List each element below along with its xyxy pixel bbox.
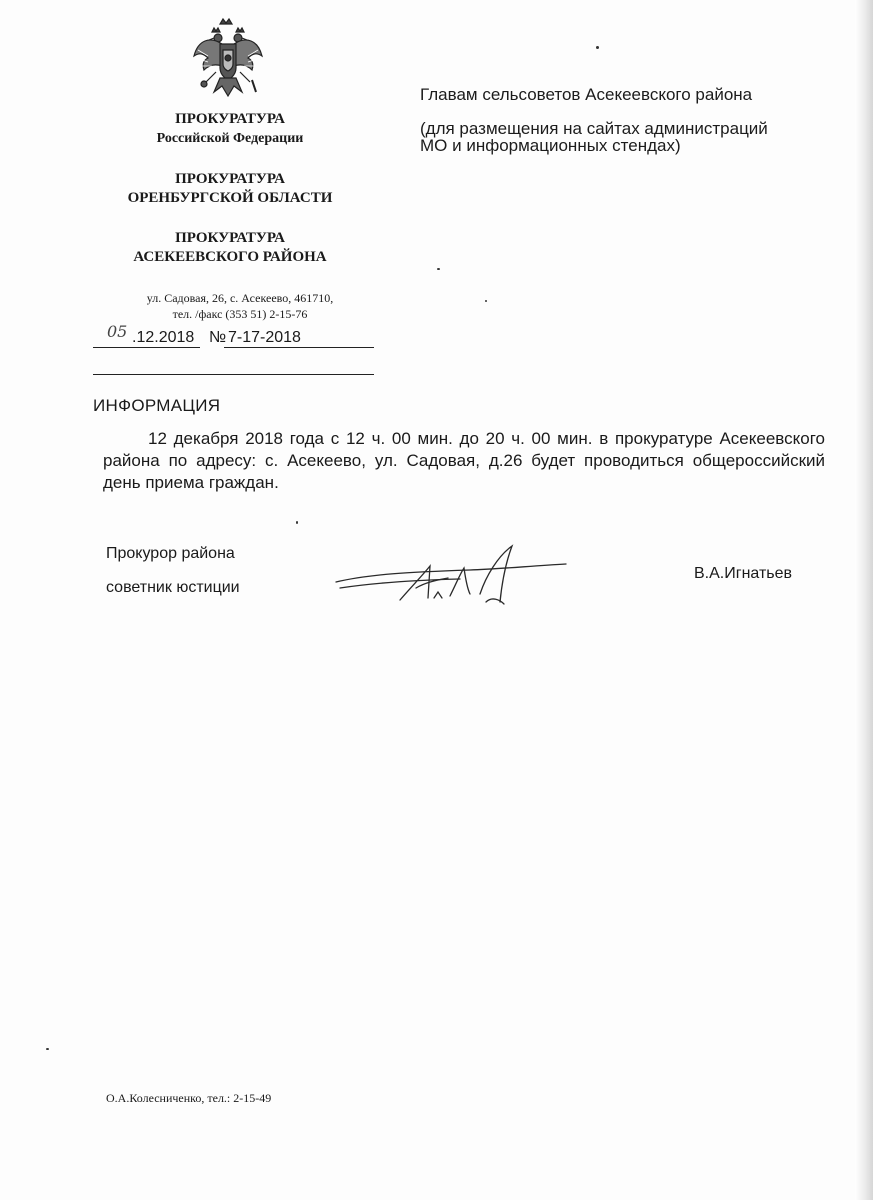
scan-speck (437, 268, 440, 270)
scan-speck (485, 300, 487, 302)
date-underline (93, 347, 200, 348)
org-district-block (80, 229, 380, 267)
org-district-line2: АСЕКЕЕВСКОГО РАЙОНА (133, 249, 327, 265)
org-federal-subtitle: Российской Федерации (156, 131, 304, 146)
signer-rank: советник юстиции (106, 579, 240, 596)
scan-speck (296, 521, 298, 524)
addressee-line1: Главам сельсоветов Асекеевского района (420, 85, 753, 104)
document-body: 12 декабря 2018 года с 12 ч. 00 мин. до 20 ч. 00 мин. в прокуратуре Асекеевского района по адресу: с. Асекеево, ул. Садовая, д.26 будет проводиться общероссийский день приема граждан. (103, 429, 825, 492)
handwritten-signature (330, 538, 570, 618)
number-underline (224, 347, 374, 348)
org-address-line2: тел. /факс (353 51) 2-15-76 (172, 307, 308, 321)
document-title: ИНФОРМАЦИЯ (93, 396, 221, 415)
executor-contact: О.А.Колесниченко, тел.: 2-15-49 (106, 1091, 272, 1105)
addressee-line2: (для размещения на сайтах администраций (420, 119, 768, 138)
scan-speck (596, 46, 599, 49)
org-regional-block (80, 170, 380, 208)
org-regional-line1: ПРОКУРАТУРА (175, 171, 285, 187)
org-federal-block (80, 110, 380, 148)
date-day-handwritten: 05 (107, 322, 128, 341)
addressee-line3: МО и информационных стендах) (420, 136, 681, 155)
org-federal-title: ПРОКУРАТУРА (175, 111, 285, 127)
scan-page-edge (855, 0, 873, 1200)
registration-number-label: № (209, 329, 227, 346)
registration-date: .12.2018 (132, 329, 195, 346)
coat-of-arms-icon (190, 16, 266, 102)
registration-number: 7-17-2018 (228, 329, 301, 346)
signer-name: В.А.Игнатьев (694, 565, 793, 582)
org-address-line1: ул. Садовая, 26, с. Асекеево, 461710, (146, 291, 334, 305)
org-regional-line2: ОРЕНБУРГСКОЙ ОБЛАСТИ (127, 190, 333, 206)
org-district-line1: ПРОКУРАТУРА (175, 230, 285, 246)
scan-speck (46, 1048, 49, 1050)
reference-underline (93, 374, 374, 375)
signer-position: Прокурор района (106, 545, 235, 562)
